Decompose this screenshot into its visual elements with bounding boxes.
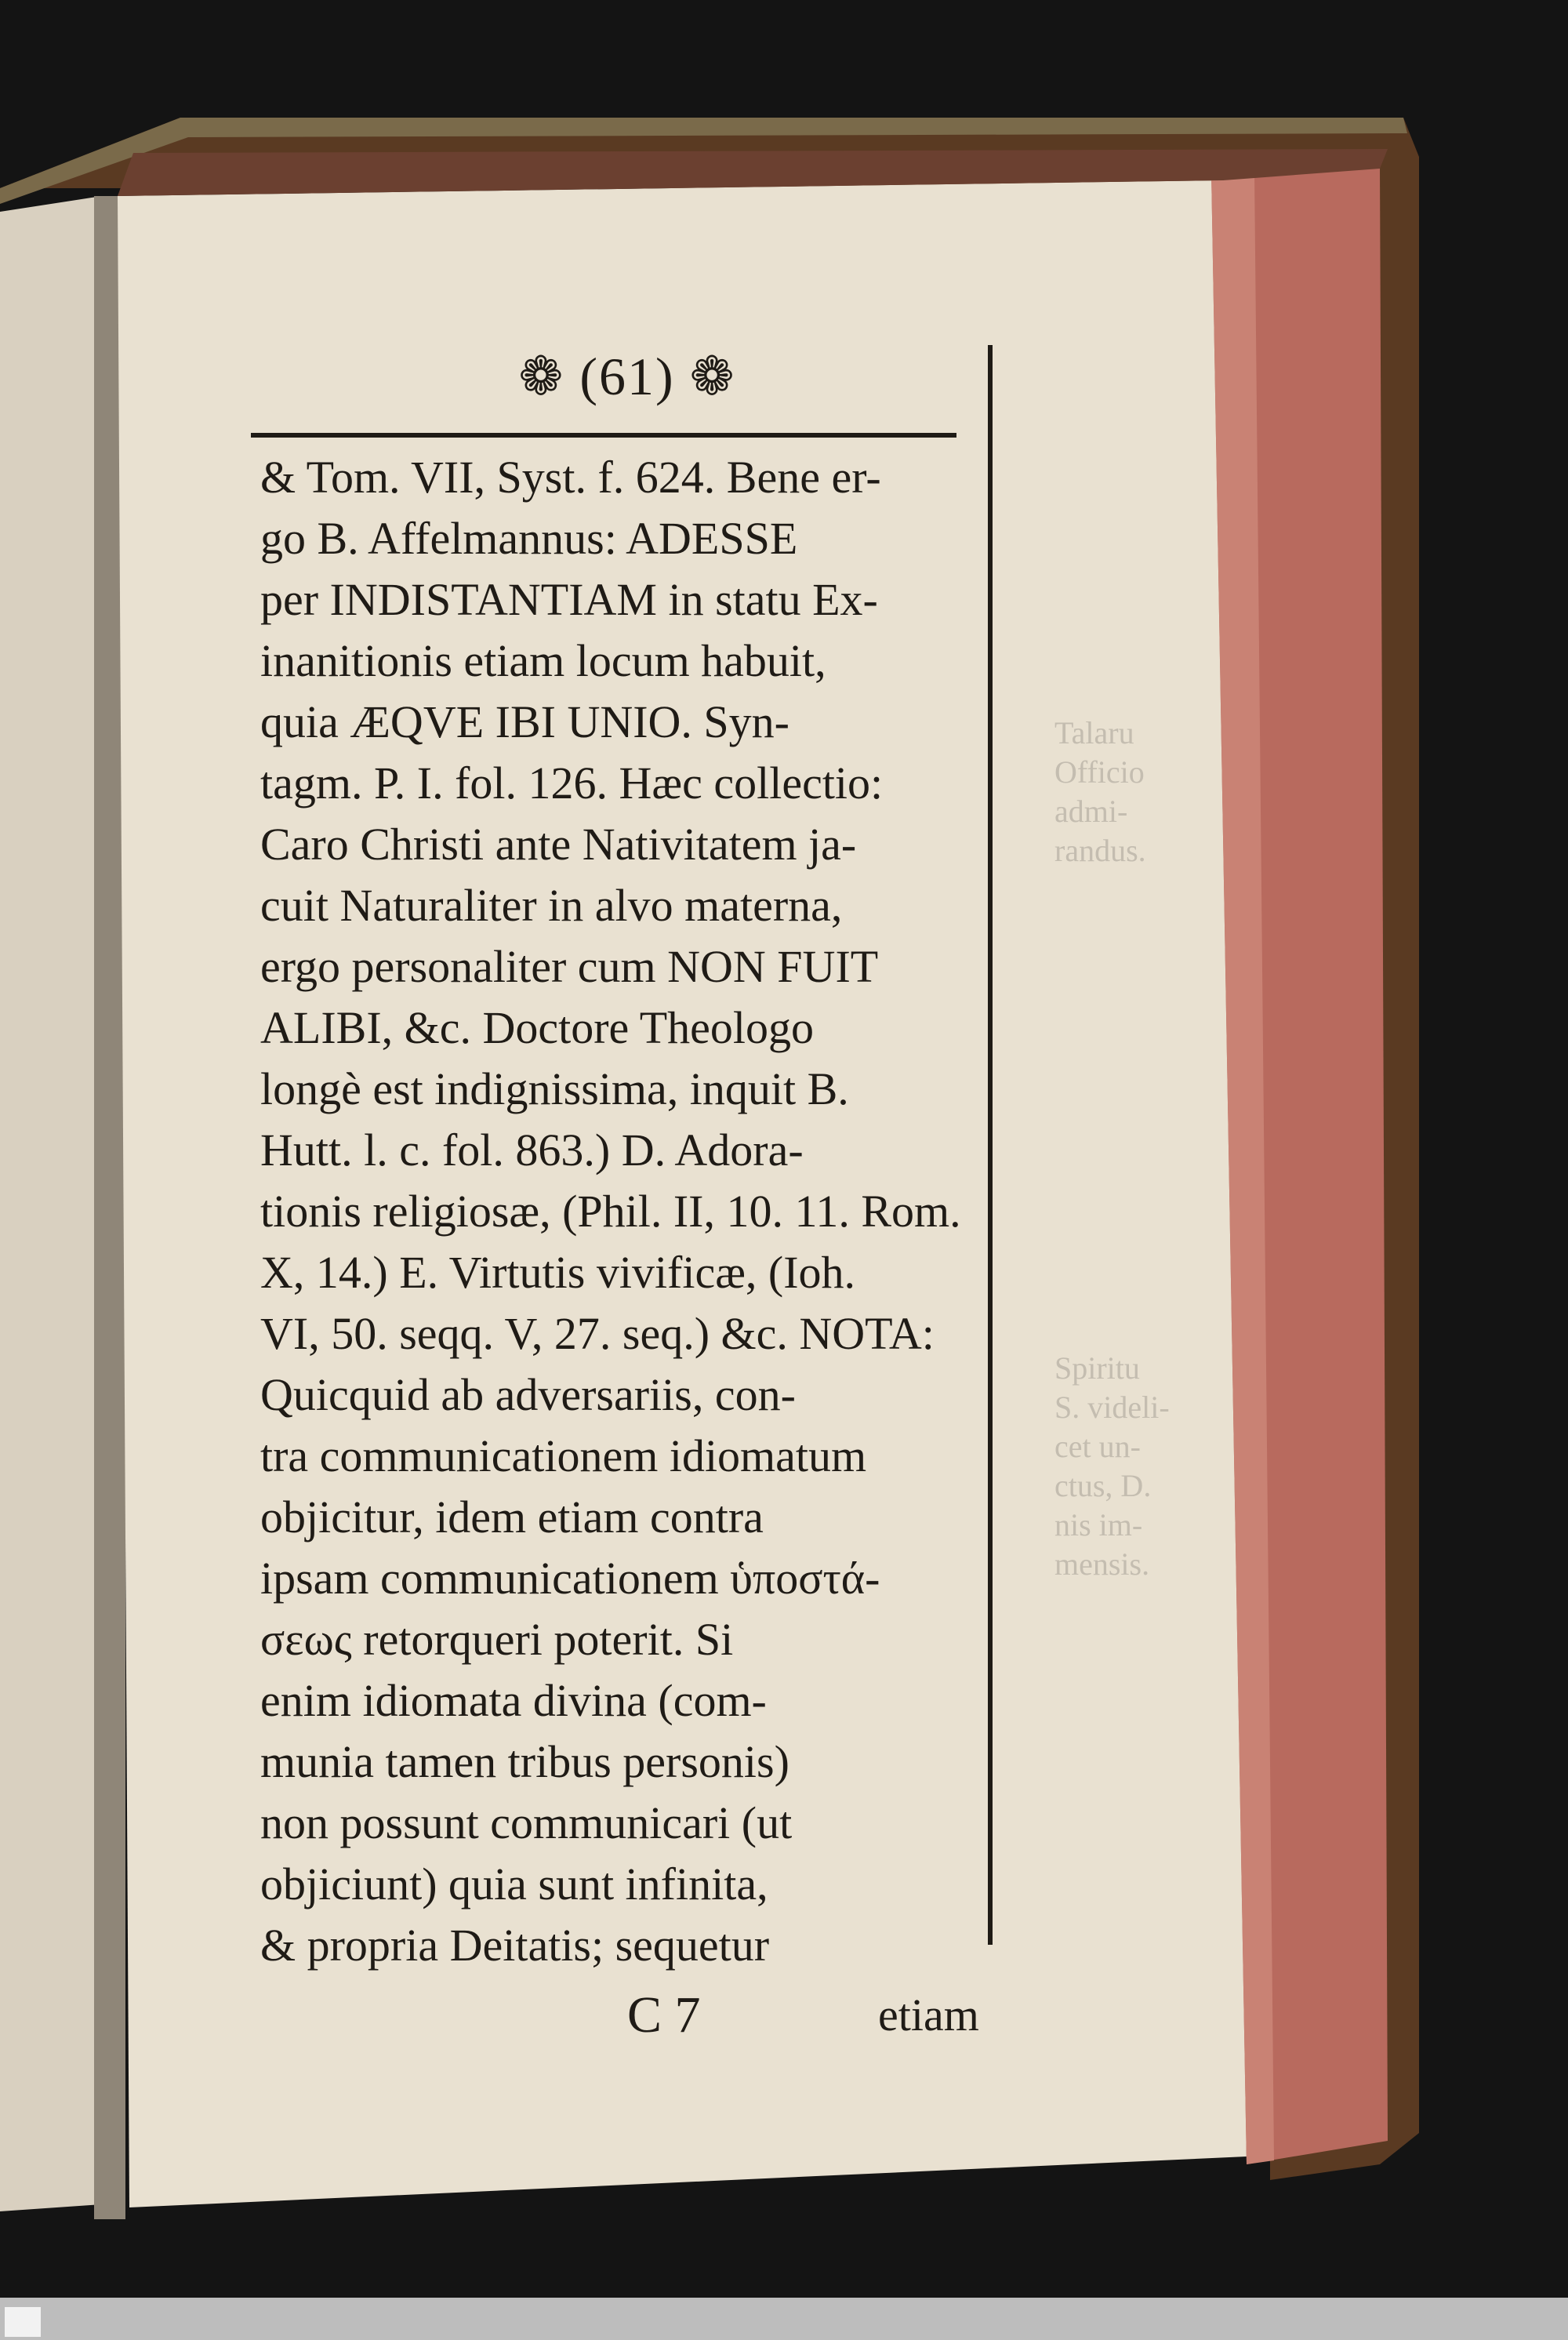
header-rule: [251, 433, 956, 438]
text-line: & Tom. VII, Syst. f. 624. Bene er-: [260, 452, 881, 503]
book-page: [243, 345, 1011, 2044]
text-line: tra communicationem idiomatum: [260, 1430, 867, 1481]
page-number: (61): [579, 347, 675, 406]
text-line: quia ÆQVE IBI UNIO. Syn-: [260, 696, 789, 747]
text-line: X, 14.) E. Virtutis vivificæ, (Ioh.: [260, 1247, 856, 1298]
text-line: enim idiomata divina (com-: [260, 1675, 767, 1726]
text-line: per INDISTANTIAM in statu Ex-: [260, 574, 878, 625]
text-line: VI, 50. seqq. V, 27. seq.) &c. NOTA:: [260, 1308, 935, 1359]
text-line: σεως retorqueri poterit. Si: [260, 1614, 734, 1665]
ornament-left-icon: ❁: [518, 347, 565, 406]
signature-mark: C 7: [627, 1986, 701, 2044]
text-line: tagm. P. I. fol. 126. Hæc collectio:: [260, 758, 884, 808]
text-line: go B. Affelmannus: ADESSE: [260, 513, 798, 564]
text-line: ALIBI, &c. Doctore Theologo: [260, 1002, 815, 1053]
catchword: etiam: [878, 1989, 979, 2040]
text-line: & propria Deitatis; sequetur: [260, 1920, 770, 1971]
text-line: cuit Naturaliter in alvo materna,: [260, 880, 843, 931]
right-bleed-through: Talaru Officio admi- randus.: [1054, 715, 1146, 868]
text-line: tionis religiosæ, (Phil. II, 10. 11. Rom.: [260, 1186, 961, 1237]
ornament-right-icon: ❁: [689, 347, 736, 406]
text-line: munia tamen tribus personis): [260, 1736, 789, 1787]
text-line: Hutt. l. c. fol. 863.) D. Adora-: [260, 1125, 804, 1175]
scanner-logo: [5, 2307, 41, 2337]
text-line: objicitur, idem etiam contra: [260, 1492, 764, 1542]
text-line: objiciunt) quia sunt infinita,: [260, 1859, 768, 1909]
text-line: longè est indignissima, inquit B.: [260, 1063, 849, 1114]
text-line: ergo personaliter cum NON FUIT: [260, 941, 879, 992]
text-line: Quicquid ab adversariis, con-: [260, 1369, 796, 1420]
text-line: ipsam communicationem ὑποστά-: [260, 1553, 880, 1604]
text-line: non possunt communicari (ut: [260, 1797, 793, 1848]
page-header: [243, 345, 1011, 408]
left-page-bleed-through: Spiritu S. videli- cet un- ctus, D. nis im- mensis.: [1054, 1350, 1170, 1582]
text-line: Caro Christi ante Nativitatem ja-: [260, 819, 857, 870]
text-line: inanitionis etiam locum habuit,: [260, 635, 826, 686]
